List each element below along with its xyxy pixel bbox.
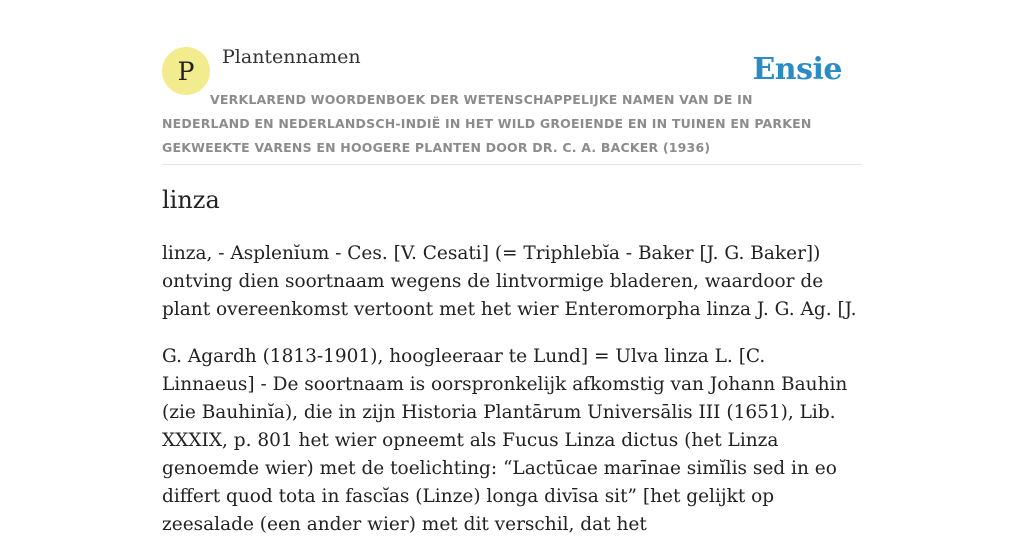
header bbox=[162, 0, 862, 165]
book-title-link[interactable]: Plantennamen bbox=[222, 46, 361, 68]
book-subtitle: VERKLAREND WOORDENBOEK DER WETENSCHAPPELIJKE NAMEN VAN DE IN NEDERLAND EN NEDERLANDSCH-INDIË IN HET WILD GROEIENDE EN IN TUINEN EN PARKEN GEKWEEKTE VARENS EN HOOGERE PLANTEN DOOR DR. C. A. BACKER (1936) bbox=[162, 92, 812, 155]
entry-paragraph: G. Agardh (1813-1901), hoogleeraar te Lund] = Ulva linza L. [C. Linnaeus] - De soortnaam is oorspronkelijk afkomstig van Johann Bauhin (zie Bauhinĭa), die in zijn Historia Plantārum Universālis III (1651), Lib. XXXIX, p. 801 het wier opneemt als Fucus Linza dictus (het Linza genoemde wier) met de toelichting: “Lactūcae marīnae simĭlis sed in eo differt quod tota in fascĭas (Linze) longa divīsa sit” [het gelijkt op zeesalade (een ander wier) met dit verschil, dat het bbox=[162, 346, 848, 535]
logo-letter: P bbox=[177, 56, 195, 86]
entry-title: linza bbox=[162, 186, 220, 214]
page bbox=[162, 0, 862, 535]
entry-paragraph: linza, - Asplenĭum - Ces. [V. Cesati] (= Triphlebĭa - Baker [J. G. Baker]) ontving dien soortnaam wegens de lintvormige bladeren, waardoor de plant overeenkomst vertoont met het wier Enteromorpha linza J. G. Ag. [J. bbox=[162, 243, 857, 320]
entry-content bbox=[162, 240, 862, 558]
brand-logo[interactable]: Ensie bbox=[752, 52, 842, 87]
